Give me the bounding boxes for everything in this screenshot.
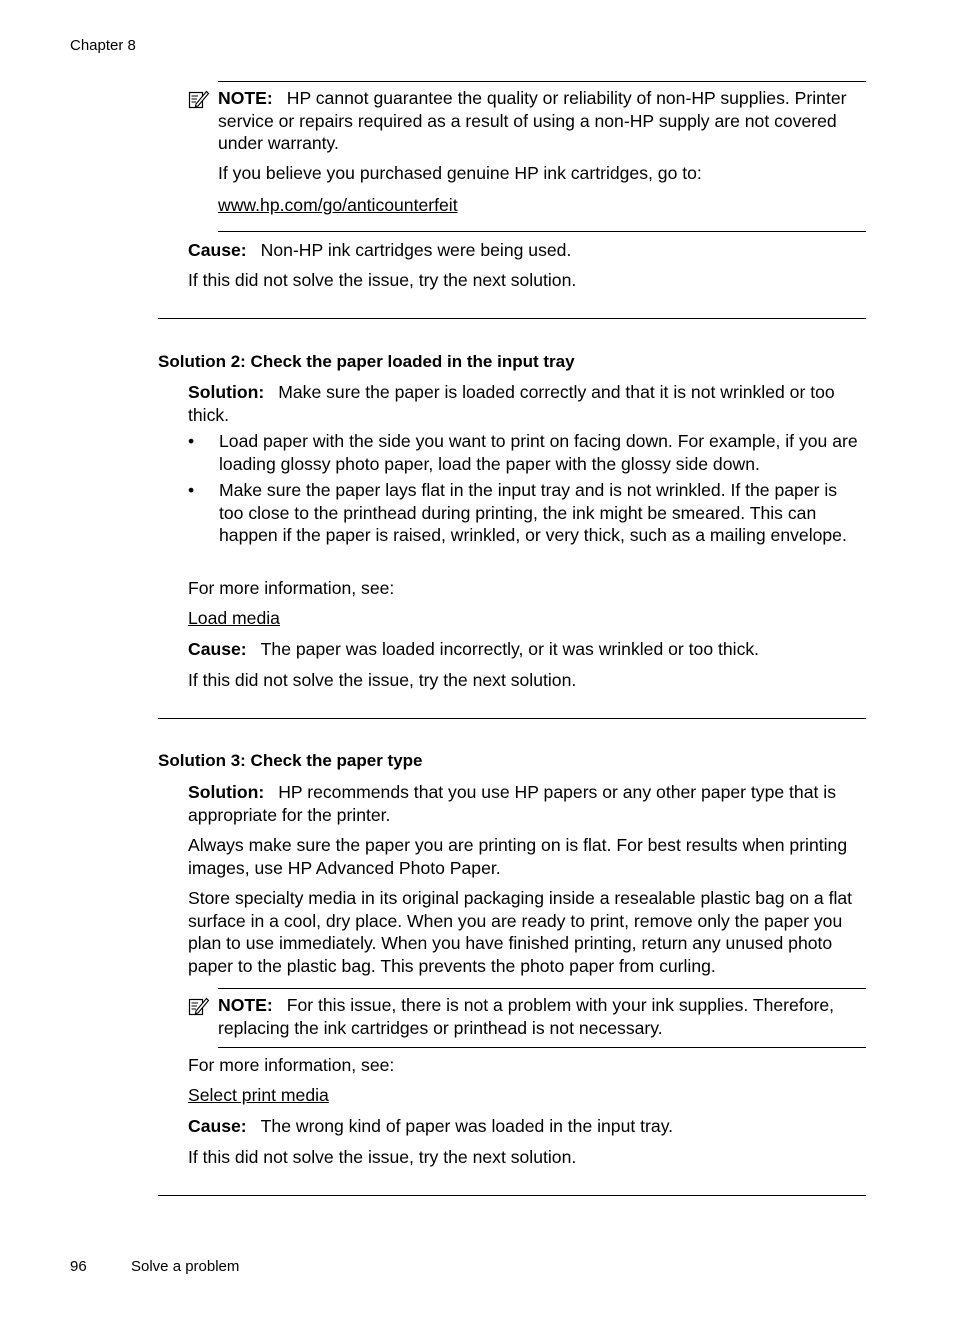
note-text: HP cannot guarantee the quality or reliability of non-HP supplies. Printer service or repairs required as a result of using a non-HP supply are not covered under warranty.	[218, 88, 847, 153]
note-bottom-rule	[218, 231, 866, 232]
select-print-media-link[interactable]: Select print media	[188, 1085, 329, 1105]
note-body	[218, 87, 866, 155]
bullet-item: Load paper with the side you want to print on facing down. For example, if you are loading glossy photo paper, load the paper with the glossy side down.	[219, 431, 858, 474]
bullet-marker: •	[188, 431, 195, 451]
section-divider	[158, 318, 866, 319]
note-top-rule	[218, 988, 866, 989]
solution-label: Solution:	[188, 782, 265, 802]
note-label: NOTE:	[218, 995, 273, 1015]
cause-line	[188, 1115, 866, 1138]
next-solution-text: If this did not solve the issue, try the next solution.	[188, 1147, 577, 1167]
anticounterfeit-link-wrap	[218, 194, 458, 217]
solution-3-heading: Solution 3: Check the paper type	[158, 751, 423, 770]
note-pencil-icon	[188, 88, 210, 110]
note-top-rule	[218, 81, 866, 82]
load-media-link[interactable]: Load media	[188, 608, 280, 628]
cause-text: The wrong kind of paper was loaded in the input tray.	[260, 1116, 674, 1136]
cause-label: Cause:	[188, 639, 247, 659]
solution-label: Solution:	[188, 382, 265, 402]
next-solution-text: If this did not solve the issue, try the next solution.	[188, 270, 577, 290]
note-body	[218, 994, 866, 1039]
cause-label: Cause:	[188, 1116, 247, 1136]
solution-2-heading: Solution 2: Check the paper loaded in the input tray	[158, 352, 575, 371]
cause-text: The paper was loaded incorrectly, or it was wrinkled or too thick.	[260, 639, 760, 659]
page-number: 96	[70, 1258, 87, 1275]
running-header: Chapter 8	[70, 37, 136, 54]
bullet-item: Make sure the paper lays flat in the input tray and is not wrinkled. If the paper is too close to the printhead during printing, the ink might be smeared. This can happen if the paper is raised, wrinkled, or very thick, such as a mailing envelope.	[219, 480, 847, 545]
note-label: NOTE:	[218, 88, 273, 108]
note-paragraph: If you believe you purchased genuine HP ink cartridges, go to:	[218, 163, 702, 183]
note-text: For this issue, there is not a problem with your ink supplies. Therefore, replacing the ink cartridges or printhead is not necessary.	[218, 995, 835, 1038]
section-divider	[158, 718, 866, 719]
solution-text: Make sure the paper is loaded correctly and that it is not wrinkled or too thick.	[188, 382, 835, 425]
more-info-text: For more information, see:	[188, 1055, 395, 1075]
solution-3-statement	[188, 781, 866, 826]
section-divider	[158, 1195, 866, 1196]
cause-line	[188, 638, 866, 661]
footer-section-title: Solve a problem	[131, 1258, 240, 1275]
select-print-media-link-wrap	[188, 1084, 329, 1107]
cause-text: Non-HP ink cartridges were being used.	[260, 240, 572, 260]
paragraph: Always make sure the paper you are printing on is flat. For best results when printing images, use HP Advanced Photo Paper.	[188, 835, 848, 878]
anticounterfeit-link[interactable]: www.hp.com/go/anticounterfeit	[218, 195, 458, 215]
more-info-text: For more information, see:	[188, 578, 395, 598]
note-bottom-rule	[218, 1047, 866, 1048]
note-pencil-icon	[188, 995, 210, 1017]
solution-2-statement	[188, 381, 866, 426]
cause-label: Cause:	[188, 240, 247, 260]
paragraph: Store specialty media in its original packaging inside a resealable plastic bag on a flat surface in a cool, dry place. When you are ready to print, remove only the paper you plan to use immediately. When you have finished printing, return any unused photo paper to the plastic bag. This prevents the photo paper from curling.	[188, 888, 853, 976]
load-media-link-wrap	[188, 607, 280, 630]
next-solution-text: If this did not solve the issue, try the next solution.	[188, 670, 577, 690]
solution-text: HP recommends that you use HP papers or any other paper type that is appropriate for the printer.	[188, 782, 836, 825]
bullet-marker: •	[188, 480, 195, 500]
cause-line	[188, 239, 866, 262]
